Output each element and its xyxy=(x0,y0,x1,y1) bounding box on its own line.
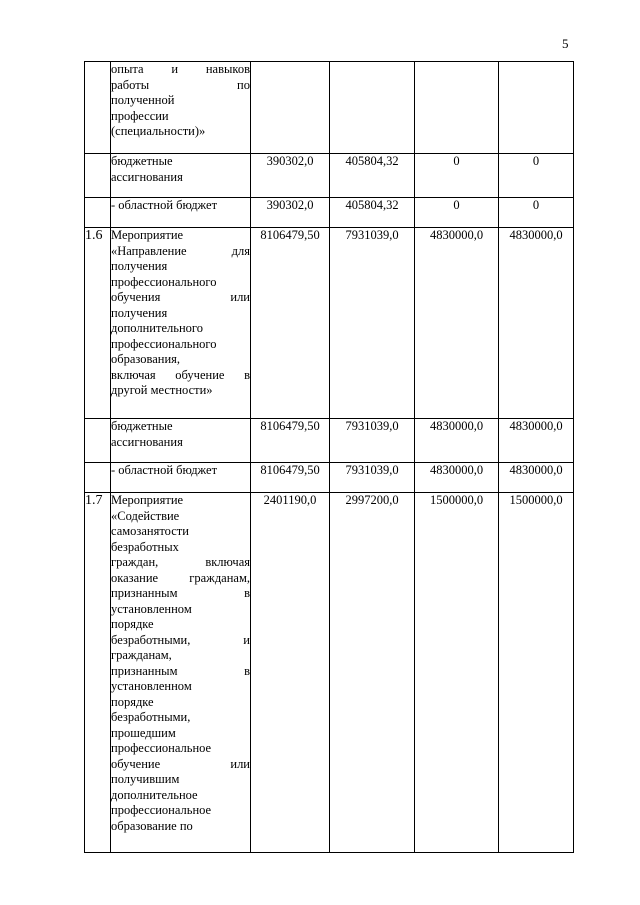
description-line: оказание гражданам, xyxy=(111,570,250,585)
description-line: самозанятости xyxy=(111,524,189,538)
value-cell-3: 4830000,0 xyxy=(415,419,499,463)
value-cell-2: 405804,32 xyxy=(330,198,415,228)
value-cell-2: 7931039,0 xyxy=(330,228,415,419)
description-line: профессиональное xyxy=(111,803,212,817)
page-number: 5 xyxy=(562,36,569,51)
table-row xyxy=(85,419,574,463)
value-cell-1: 390302,0 xyxy=(251,198,330,228)
description-line: гражданам, xyxy=(111,648,172,662)
description-line: профессии xyxy=(111,108,169,123)
description-line: - областной бюджет xyxy=(111,463,218,477)
description-line: «Направление для xyxy=(111,243,250,258)
description-line: граждан, включая xyxy=(111,555,250,569)
description-line: ассигнования xyxy=(111,169,183,184)
row-number xyxy=(85,198,111,228)
description-line: обучения или xyxy=(111,290,250,304)
table-row xyxy=(85,154,574,198)
value-cell-4: 0 xyxy=(499,154,574,198)
row-description xyxy=(111,493,251,853)
row-number: 1.6 xyxy=(85,228,111,419)
table-row xyxy=(85,198,574,228)
value-cell-3 xyxy=(415,62,499,154)
row-description xyxy=(111,62,251,154)
value-cell-3: 4830000,0 xyxy=(415,463,499,493)
description-line: бюджетные xyxy=(111,419,173,433)
value-cell-4 xyxy=(499,62,574,154)
row-description xyxy=(111,463,251,493)
budget-table xyxy=(84,61,574,853)
value-cell-3: 1500000,0 xyxy=(415,493,499,853)
value-cell-2: 7931039,0 xyxy=(330,463,415,493)
table-row xyxy=(85,493,574,853)
description-line: профессионального xyxy=(111,336,217,351)
value-cell-4: 0 xyxy=(499,198,574,228)
row-number xyxy=(85,154,111,198)
row-number: 1.7 xyxy=(85,493,111,853)
description-line: включая обучение в xyxy=(111,367,250,382)
row-number xyxy=(85,62,111,154)
row-description xyxy=(111,419,251,463)
description-line: Мероприятие xyxy=(111,228,184,242)
value-cell-3: 0 xyxy=(415,198,499,228)
table-row xyxy=(85,62,574,154)
value-cell-1 xyxy=(251,62,330,154)
description-line: получения xyxy=(111,259,168,273)
row-number xyxy=(85,419,111,463)
row-description xyxy=(111,154,251,198)
description-line: установленном xyxy=(111,679,192,693)
description-line: порядке xyxy=(111,694,154,709)
value-cell-1: 390302,0 xyxy=(251,154,330,198)
table-row xyxy=(85,228,574,419)
description-line: другой местности» xyxy=(111,383,213,397)
description-line: полученной xyxy=(111,93,175,107)
value-cell-2: 7931039,0 xyxy=(330,419,415,463)
description-line: дополнительного xyxy=(111,321,203,335)
value-cell-1: 8106479,50 xyxy=(251,228,330,419)
value-cell-2: 405804,32 xyxy=(330,154,415,198)
value-cell-1: 2401190,0 xyxy=(251,493,330,853)
description-line: - областной бюджет xyxy=(111,198,218,212)
description-line: Мероприятие xyxy=(111,493,184,507)
description-line: получения xyxy=(111,305,168,320)
description-line: (специальности)» xyxy=(111,124,206,138)
description-line: прошедшим xyxy=(111,725,176,740)
description-line: установленном xyxy=(111,601,192,616)
description-line: ассигнования xyxy=(111,434,183,449)
value-cell-2: 2997200,0 xyxy=(330,493,415,853)
description-line: профессионального xyxy=(111,274,217,289)
description-line: признанным в xyxy=(111,663,250,678)
description-line: образования, xyxy=(111,352,181,366)
description-line: опыта и навыков xyxy=(111,62,250,76)
description-line: образование по xyxy=(111,818,193,833)
value-cell-2 xyxy=(330,62,415,154)
description-line: обучение или xyxy=(111,756,250,771)
value-cell-3: 0 xyxy=(415,154,499,198)
value-cell-1: 8106479,50 xyxy=(251,463,330,493)
value-cell-4: 4830000,0 xyxy=(499,228,574,419)
description-line: получившим xyxy=(111,772,180,786)
value-cell-1: 8106479,50 xyxy=(251,419,330,463)
description-line: бюджетные xyxy=(111,154,173,168)
value-cell-4: 4830000,0 xyxy=(499,419,574,463)
description-line: профессиональное xyxy=(111,741,212,755)
description-line: безработных xyxy=(111,539,179,554)
description-line: безработными, и xyxy=(111,632,250,647)
description-line: дополнительное xyxy=(111,787,198,802)
description-line: порядке xyxy=(111,617,154,631)
value-cell-4: 4830000,0 xyxy=(499,463,574,493)
row-description xyxy=(111,198,251,228)
value-cell-4: 1500000,0 xyxy=(499,493,574,853)
row-number xyxy=(85,463,111,493)
row-description xyxy=(111,228,251,419)
description-line: признанным в xyxy=(111,586,250,600)
table-row xyxy=(85,463,574,493)
value-cell-3: 4830000,0 xyxy=(415,228,499,419)
description-line: безработными, xyxy=(111,710,191,724)
description-line: работы по xyxy=(111,77,250,92)
description-line: «Содействие xyxy=(111,508,180,523)
